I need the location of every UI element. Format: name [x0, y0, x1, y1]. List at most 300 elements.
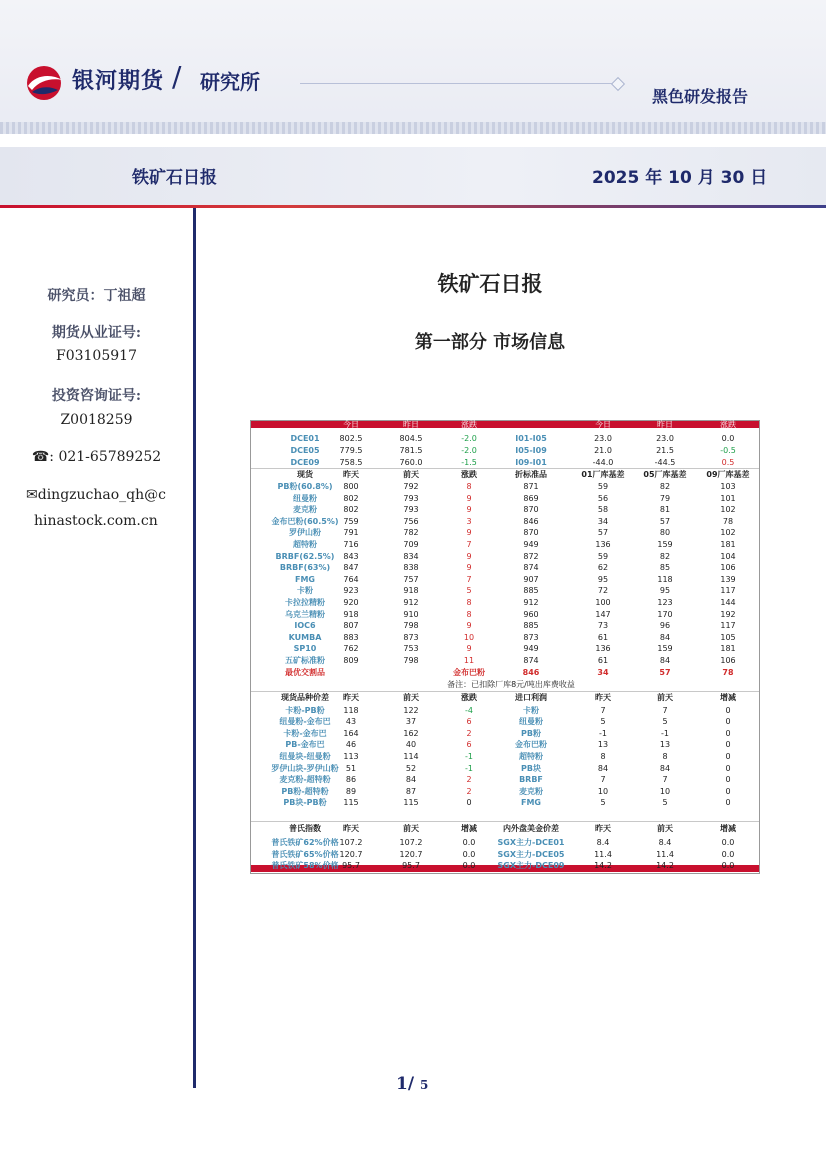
- ore-name: BRBF(63%): [279, 563, 331, 573]
- table-cell: 2: [466, 775, 472, 785]
- table-cell: 807: [343, 621, 359, 631]
- table-cell: 918: [343, 609, 359, 619]
- table-cell: 123: [657, 598, 673, 607]
- table-cell: 56: [597, 493, 609, 503]
- table-cell: 82: [659, 551, 671, 561]
- header-cell: 昨天: [595, 824, 611, 833]
- table-cell: 117: [720, 621, 736, 631]
- table-cell: 883: [343, 632, 359, 642]
- table-cell: 0.0: [721, 849, 735, 859]
- ore-name: 卡粉: [297, 586, 313, 596]
- header-cell: 涨跌: [461, 420, 477, 429]
- header-cell: 折标准品: [515, 470, 547, 479]
- table-cell: 920: [343, 598, 359, 607]
- table-cell: 9: [466, 493, 472, 503]
- table-cell: 78: [722, 516, 734, 526]
- table-cell: 8: [662, 752, 668, 761]
- table-cell: 757: [403, 574, 419, 584]
- header-cell: 进口利润: [515, 692, 547, 702]
- cert-label: 期货从业证号:: [51, 325, 142, 341]
- table-cell: 758.5: [339, 458, 363, 467]
- table-cell: 0.5: [721, 458, 735, 467]
- title-bar-underline: [0, 205, 826, 208]
- item-name: 纽曼块-纽曼粉: [279, 752, 331, 761]
- table-cell: -0.5: [720, 446, 736, 455]
- table-cell: 52: [405, 763, 417, 773]
- table-cell: 885: [523, 586, 539, 596]
- phone-number: 021-65789252: [58, 449, 162, 465]
- table-cell: 782: [403, 528, 419, 538]
- table-cell: 120.7: [399, 849, 423, 859]
- email-block[interactable]: [26, 482, 186, 534]
- table-cell: 95.7: [342, 861, 360, 871]
- phone-icon: ☎: [31, 449, 50, 465]
- table-cell: 81: [659, 505, 671, 515]
- table-note: 备注：已扣除厂库8元/吨出库费收益: [447, 679, 575, 689]
- table-cell: 0: [725, 775, 731, 785]
- ore-name: 麦克粉: [293, 505, 317, 515]
- table-cell: 122: [403, 705, 419, 715]
- table-cell: 10: [597, 786, 609, 796]
- table-cell: 843: [343, 551, 359, 561]
- table-cell: 72: [597, 586, 609, 596]
- best-deliverable-cell: 34: [597, 667, 609, 677]
- table-cell: 802: [343, 493, 359, 503]
- header-cell: 前天: [403, 692, 419, 702]
- table-cell: 61: [597, 656, 609, 665]
- table-cell: 104: [720, 551, 736, 561]
- main-title: 铁矿石日报: [437, 271, 543, 296]
- table-cell: 873: [523, 632, 539, 642]
- table-cell: 162: [403, 728, 419, 738]
- table-cell: 192: [720, 609, 736, 619]
- table-cell: 8.4: [658, 838, 672, 847]
- table-cell: 7: [600, 705, 606, 715]
- table-cell: 11.4: [594, 849, 612, 859]
- item-name: 纽曼粉: [519, 717, 543, 727]
- ore-name: 金布巴粉(60.5%): [271, 516, 339, 526]
- item-name: 卡粉: [523, 705, 539, 715]
- best-deliverable-label: 最优交割品: [285, 667, 325, 677]
- contract-label: I05-I09: [515, 446, 547, 455]
- table-cell: 102: [720, 505, 736, 515]
- table-cell: 7: [466, 540, 472, 549]
- table-cell: 9: [466, 563, 472, 573]
- table-cell: 89: [345, 786, 357, 796]
- table-cell: -44.0: [592, 458, 614, 467]
- table-cell: 107.2: [339, 838, 363, 847]
- cert-number: F03105917: [56, 348, 137, 364]
- table-cell: 136: [595, 540, 611, 549]
- table-cell: 58: [597, 505, 609, 515]
- ore-name: 罗伊山粉: [289, 528, 321, 538]
- galaxy-futures-logo-icon: [24, 64, 64, 102]
- table-cell: 793: [403, 505, 419, 515]
- table-cell: 86: [345, 775, 357, 785]
- table-cell: 95.7: [402, 861, 420, 871]
- table-cell: 95: [659, 586, 671, 596]
- item-name: 普氏铁矿58%价格: [271, 861, 339, 871]
- header-cell: 前天: [657, 692, 673, 702]
- item-name: FMG: [521, 798, 541, 808]
- table-cell: 46: [345, 740, 357, 750]
- table-cell: 144: [720, 598, 736, 607]
- header-cell: 05厂库基差: [643, 470, 687, 479]
- item-name: PB粉-超特粉: [281, 786, 329, 796]
- ore-name: FMG: [295, 574, 315, 584]
- sidebar-divider: [193, 208, 196, 1088]
- table-cell: 871: [523, 482, 539, 491]
- table-cell: 87: [405, 786, 417, 796]
- ore-name: 超特粉: [293, 540, 317, 549]
- header-cell: 涨跌: [461, 470, 477, 479]
- table-cell: 791: [343, 528, 359, 538]
- phone-line: ☎: 021-65789252: [31, 449, 162, 465]
- table-cell: 0.0: [721, 861, 735, 871]
- ore-name: PB粉(60.8%): [277, 482, 333, 491]
- header-cell: 前天: [403, 470, 419, 479]
- table-cell: 910: [403, 609, 419, 619]
- table-cell: 9: [466, 644, 472, 654]
- table-cell: 159: [657, 644, 673, 654]
- item-name: 卡粉-PB粉: [285, 705, 325, 715]
- table-cell: 73: [597, 621, 609, 631]
- table-cell: 8: [466, 609, 472, 619]
- table-cell: 82: [659, 482, 671, 491]
- table-cell: 885: [523, 621, 539, 631]
- decorative-line: [300, 83, 618, 84]
- table-cell: 34: [597, 516, 609, 526]
- table-cell: 164: [343, 728, 359, 738]
- ore-name: IOC6: [294, 621, 316, 631]
- header-cell: 涨跌: [720, 420, 736, 429]
- table-cell: 0: [725, 798, 731, 808]
- table-cell: 113: [343, 752, 359, 761]
- table-cell: 798: [403, 621, 419, 631]
- table-cell: 23.0: [594, 434, 612, 443]
- table-cell: 59: [597, 551, 609, 561]
- table-cell: 802: [343, 505, 359, 515]
- table-cell: 0: [466, 798, 472, 808]
- table-cell: 51: [345, 763, 357, 773]
- table-cell: 120.7: [339, 849, 363, 859]
- table-cell: 923: [343, 586, 359, 596]
- table-cell: 159: [657, 540, 673, 549]
- report-title: 铁矿石日报: [132, 168, 217, 188]
- contract-label: DCE09: [290, 458, 320, 467]
- table-cell: 21.0: [594, 446, 612, 455]
- header-cell: 今日: [595, 420, 611, 429]
- company-name: 银河期货: [72, 69, 165, 94]
- table-cell: 792: [403, 482, 419, 491]
- table-cell: 14.2: [656, 861, 674, 871]
- header-cell: 涨跌: [461, 692, 477, 702]
- table-cell: 0.0: [462, 838, 476, 847]
- table-cell: 762: [343, 644, 359, 654]
- table-cell: 136: [595, 644, 611, 654]
- item-name: 卡粉-金布巴: [283, 728, 327, 738]
- table-cell: 14.2: [594, 861, 612, 871]
- table-cell: 7: [600, 775, 606, 785]
- table-cell: 9: [466, 551, 472, 561]
- table-cell: 912: [403, 598, 419, 607]
- ore-name: 五矿标准粉: [285, 656, 325, 665]
- page-current: 1: [396, 1074, 408, 1094]
- table-cell: 3: [466, 516, 472, 526]
- table-cell: 107.2: [399, 838, 423, 847]
- table-cell: 870: [523, 505, 539, 515]
- table-cell: 847: [343, 563, 359, 573]
- table-cell: 2: [466, 728, 472, 738]
- table-cell: 6: [466, 717, 472, 727]
- table-cell: 0: [725, 717, 731, 727]
- table-cell: 874: [523, 656, 539, 665]
- table-cell: 103: [720, 482, 736, 491]
- consult-label: 投资咨询证号:: [51, 388, 142, 404]
- table-cell: 59: [597, 482, 609, 491]
- table-cell: 10: [659, 786, 671, 796]
- market-data-table: [250, 420, 760, 874]
- header-cell: 今日: [343, 420, 359, 429]
- table-cell: 8: [466, 598, 472, 607]
- table-cell: 57: [597, 528, 609, 538]
- item-name: 普氏铁矿65%价格: [271, 849, 339, 859]
- header-cell: 增减: [720, 692, 736, 702]
- table-cell: -1: [661, 728, 669, 738]
- table-cell: 13: [659, 740, 671, 750]
- table-cell: 170: [657, 609, 673, 619]
- table-cell: 61: [597, 632, 609, 642]
- header-cell: 现货: [297, 470, 313, 479]
- table-cell: 106: [720, 656, 736, 665]
- table-cell: 84: [659, 632, 671, 642]
- table-cell: 793: [403, 493, 419, 503]
- table-cell: 8.4: [596, 838, 610, 847]
- table-cell: 43: [345, 717, 357, 727]
- table-cell: 2: [466, 786, 472, 796]
- consult-number: Z0018259: [60, 412, 133, 428]
- table-cell: 95: [597, 574, 609, 584]
- table-cell: 102: [720, 528, 736, 538]
- report-date: 2025 年 10 月 30 日: [592, 168, 768, 188]
- item-name: 麦克粉-超特粉: [279, 775, 331, 785]
- table-cell: 115: [403, 798, 419, 808]
- table-separator: [251, 821, 759, 822]
- logo-separator: /: [172, 60, 182, 93]
- table-cell: 139: [720, 574, 736, 584]
- section-title: 第一部分 市场信息: [414, 332, 566, 353]
- table-cell: 9: [466, 621, 472, 631]
- header-stripe: [0, 122, 826, 134]
- contract-label: I09-I01: [515, 458, 547, 467]
- table-cell: 798: [403, 656, 419, 665]
- table-cell: 5: [662, 798, 668, 808]
- header-cell: 昨天: [343, 692, 359, 702]
- table-cell: 40: [405, 740, 417, 750]
- item-name: 金布巴粉: [515, 740, 547, 750]
- item-name: PB-金布巴: [285, 740, 325, 750]
- table-cell: 101: [720, 493, 736, 503]
- table-cell: 834: [403, 551, 419, 561]
- table-cell: 84: [659, 763, 671, 773]
- contract-label: DCE01: [290, 434, 320, 443]
- table-cell: 96: [659, 621, 671, 631]
- header-cell: 现货品种价差: [281, 692, 329, 702]
- table-cell: 960: [523, 609, 539, 619]
- table-cell: 869: [523, 493, 539, 503]
- table-cell: 10: [463, 632, 475, 642]
- table-cell: 79: [659, 493, 671, 503]
- best-deliverable-cell: 金布巴粉: [453, 667, 485, 677]
- table-cell: 802.5: [339, 434, 363, 443]
- header-cell: 前天: [657, 824, 673, 833]
- ore-name: BRBF(62.5%): [275, 551, 335, 561]
- table-cell: 117: [720, 586, 736, 596]
- item-name: PB块: [521, 763, 541, 773]
- table-cell: 779.5: [339, 446, 363, 455]
- table-cell: -2.0: [461, 446, 477, 455]
- table-cell: 0: [725, 763, 731, 773]
- table-cell: 753: [403, 644, 419, 654]
- table-cell: 84: [405, 775, 417, 785]
- best-deliverable-cell: 57: [659, 667, 671, 677]
- email-line-2: hinastock.com.cn: [34, 513, 158, 529]
- table-cell: 800: [343, 482, 359, 491]
- header-cell: 昨日: [657, 420, 673, 429]
- researcher-name: 研究员：丁祖超: [47, 288, 146, 304]
- table-cell: 7: [662, 705, 668, 715]
- table-cell: 105: [720, 632, 736, 642]
- table-cell: 0.0: [721, 838, 735, 847]
- item-name: 麦克粉: [519, 786, 543, 796]
- table-cell: -4: [465, 705, 473, 715]
- mail-icon: ✉: [26, 487, 38, 503]
- table-cell: 84: [659, 656, 671, 665]
- header-cell: 昨天: [343, 470, 359, 479]
- table-cell: 106: [720, 563, 736, 573]
- table-cell: 0.0: [462, 849, 476, 859]
- table-cell: 9: [466, 505, 472, 515]
- item-name: 纽曼粉-金布巴: [279, 717, 331, 727]
- table-cell: 7: [662, 775, 668, 785]
- header-cell: 普氏指数: [289, 824, 321, 833]
- item-name: BRBF: [519, 775, 543, 785]
- table-cell: 949: [523, 540, 539, 549]
- table-cell: 907: [523, 574, 539, 584]
- table-cell: 764: [343, 574, 359, 584]
- page-number: 1/ 5: [396, 1074, 429, 1094]
- item-name: PB块-PB粉: [283, 798, 327, 808]
- table-cell: 759: [343, 516, 359, 526]
- header-cell: 01厂库基差: [581, 470, 625, 479]
- table-cell: 846: [523, 516, 539, 526]
- table-cell: 9: [466, 528, 472, 538]
- table-cell: 181: [720, 540, 736, 549]
- item-name: 罗伊山块-罗伊山粉: [271, 763, 339, 773]
- header-cell: 增减: [461, 824, 477, 833]
- table-cell: 874: [523, 563, 539, 573]
- ore-name: 纽曼粉: [293, 493, 317, 503]
- table-cell: 8: [466, 482, 472, 491]
- contract-label: I01-I05: [515, 434, 547, 443]
- header-cell: 增减: [720, 824, 736, 833]
- header-cell: 昨天: [595, 692, 611, 702]
- table-cell: 809: [343, 656, 359, 665]
- item-name: SGX主力-DCE01: [497, 838, 565, 847]
- table-cell: 147: [595, 609, 611, 619]
- page-total: 5: [419, 1078, 429, 1092]
- table-cell: 13: [597, 740, 609, 750]
- table-cell: -1: [465, 763, 473, 773]
- table-cell: 760.0: [399, 458, 423, 467]
- ore-name: 卡拉拉精粉: [285, 598, 325, 607]
- table-cell: 6: [466, 740, 472, 750]
- table-cell: -44.5: [654, 458, 676, 467]
- table-cell: 873: [403, 632, 419, 642]
- table-cell: 0.0: [462, 861, 476, 871]
- table-cell: 918: [403, 586, 419, 596]
- ore-name: 乌克兰精粉: [285, 609, 325, 619]
- item-name: PB粉: [521, 728, 541, 738]
- table-cell: 118: [657, 574, 673, 584]
- table-cell: 11: [463, 656, 475, 665]
- table-cell: 181: [720, 644, 736, 654]
- table-cell: 5: [600, 717, 606, 727]
- table-cell: 85: [659, 563, 671, 573]
- ore-name: SP10: [293, 644, 317, 654]
- best-deliverable-cell: 78: [722, 667, 734, 677]
- contract-label: DCE05: [290, 446, 320, 455]
- table-cell: -1.5: [461, 458, 477, 467]
- table-cell: 7: [466, 574, 472, 584]
- header-cell: 昨日: [403, 420, 419, 429]
- header-cell: 内外盘美金价差: [503, 824, 559, 833]
- table-cell: -1: [465, 752, 473, 761]
- table-cell: 0.0: [721, 434, 735, 443]
- table-cell: 37: [405, 717, 417, 727]
- table-cell: 716: [343, 540, 359, 549]
- table-cell: 114: [403, 752, 419, 761]
- table-cell: 709: [403, 540, 419, 549]
- table-cell: 5: [662, 717, 668, 727]
- table-cell: 5: [466, 586, 472, 596]
- best-deliverable-cell: 846: [522, 667, 540, 677]
- table-cell: 0: [725, 705, 731, 715]
- table-cell: 5: [600, 798, 606, 808]
- email-line-1: ✉dingzuchao_qh@c: [26, 487, 166, 503]
- table-cell: 21.5: [656, 446, 674, 455]
- table-cell: 949: [523, 644, 539, 654]
- table-cell: 912: [523, 598, 539, 607]
- item-name: SGX主力-DCE09: [497, 861, 565, 871]
- table-cell: 115: [343, 798, 359, 808]
- header-cell: 09厂库基差: [706, 470, 750, 479]
- table-cell: 62: [597, 563, 609, 573]
- table-cell: 804.5: [399, 434, 423, 443]
- table-cell: 0: [725, 728, 731, 738]
- table-cell: 838: [403, 563, 419, 573]
- ore-name: KUMBA: [288, 632, 322, 642]
- table-cell: 870: [523, 528, 539, 538]
- table-cell: -1: [599, 728, 607, 738]
- table-cell: 84: [597, 763, 609, 773]
- table-cell: 57: [659, 516, 671, 526]
- table-cell: 23.0: [656, 434, 674, 443]
- table-cell: 872: [523, 551, 539, 561]
- table-cell: 11.4: [656, 849, 674, 859]
- department-name: 研究所: [200, 70, 260, 94]
- item-name: 超特粉: [519, 752, 543, 761]
